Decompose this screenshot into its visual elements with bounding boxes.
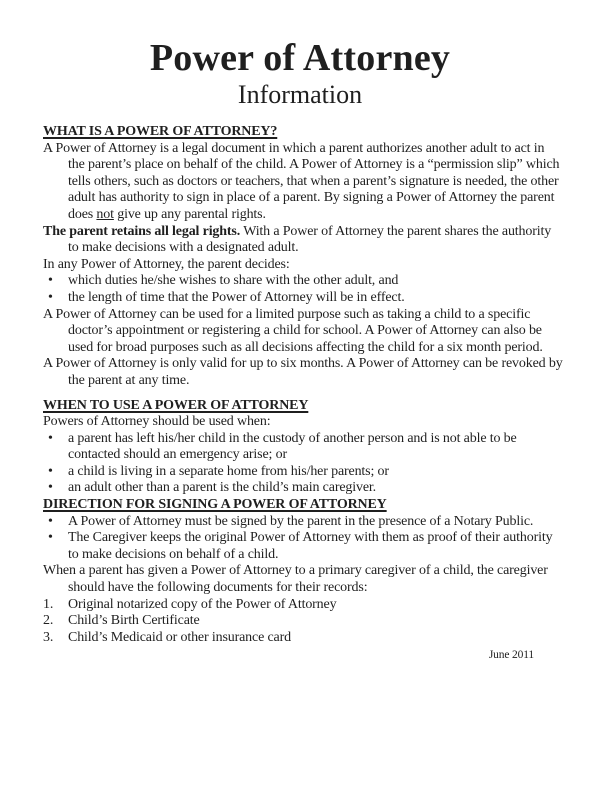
direction-bullet-1-text: A Power of Attorney must be signed by the parent in the presence of a Notary Public. [68, 513, 534, 529]
bullet-icon: • [48, 463, 53, 479]
retains-rights-lead: The parent retains all legal rights. [43, 223, 241, 239]
bullet-icon: • [48, 289, 53, 305]
decides-bullet-1-text: which duties he/she wishes to share with the other adult, and [68, 273, 399, 289]
parent-decides-intro: In any Power of Attorney, the parent decides: [43, 256, 290, 272]
definition-text-after: give up any parental rights. [113, 206, 266, 222]
direction-bullet-item-2 [43, 530, 564, 563]
document-list-item-3 [43, 630, 564, 647]
heading-what-is-a-power-of-attorney: WHAT IS A POWER OF ATTORNEY? [43, 124, 278, 139]
number-marker-1: 1. [43, 596, 54, 612]
document-list-1-text: Original notarized copy of the Power of Attorney [68, 596, 337, 612]
bullet-icon: • [48, 480, 53, 496]
retains-rights-rest: With a Power of Attorney the parent shares the authority to make decisions with a designated adult. [68, 223, 552, 256]
document-list-item-2 [43, 613, 564, 630]
paragraph-definition [43, 141, 564, 224]
paragraph-retains-rights [43, 224, 564, 257]
when-bullet-2-text: a child is living in a separate home from his/her parents; or [68, 463, 389, 479]
bullet-icon: • [48, 430, 53, 446]
paragraph-validity: A Power of Attorney is only valid for up to six months. A Power of Attorney can be revoked by the parent at any time. [43, 356, 563, 388]
when-bullet-item-2 [43, 464, 564, 481]
when-to-use-intro: Powers of Attorney should be used when: [43, 414, 271, 430]
heading-direction-for-signing: DIRECTION FOR SIGNING A POWER OF ATTORNEY [43, 497, 387, 513]
bullet-icon: • [48, 530, 53, 546]
paragraph-limited-purpose: A Power of Attorney can be used for a limited purpose such as taking a child to a specific doctor’s appointment or registering a child for school. A Power of Attorney can also be used for broad purposes such as all decisions affecting the child for a six month period. [43, 306, 543, 355]
paragraph-caregiver-documents: When a parent has given a Power of Attorney to a primary caregiver of a child, the caregiver should have the following documents for their records: [43, 563, 548, 596]
decides-bullet-2-text: the length of time that the Power of Attorney will be in effect. [68, 289, 405, 305]
bullet-icon: • [48, 513, 53, 529]
definition-underlined-word: not [96, 206, 114, 222]
heading-when-to-use: WHEN TO USE A POWER OF ATTORNEY [43, 397, 309, 413]
document-subtitle: Information [237, 80, 363, 109]
document-body [0, 110, 600, 662]
decides-bullet-item-1 [43, 273, 564, 290]
document-list-3-text: Child’s Medicaid or other insurance card [68, 629, 291, 645]
when-bullet-3-text: an adult other than a parent is the child’s main caregiver. [68, 480, 376, 496]
document-list-2-text: Child’s Birth Certificate [68, 613, 200, 629]
number-marker-3: 3. [43, 629, 54, 645]
direction-bullet-2-text: The Caregiver keeps the original Power of Attorney with them as proof of their authority to make decisions on behalf of a child. [68, 530, 553, 562]
number-marker-2: 2. [43, 613, 54, 629]
decides-bullet-item-2 [43, 290, 564, 307]
bullet-icon: • [48, 273, 53, 289]
when-bullet-1-text: a parent has left his/her child in the custody of another person and is not able to be contacted should an emergency arise; or [68, 430, 517, 463]
when-bullet-item-3 [43, 480, 564, 497]
direction-bullet-item-1 [43, 514, 564, 531]
document-date-stamp: June 2011 [488, 649, 534, 662]
document-title: Power of Attorney [149, 37, 451, 79]
document-list-item-1 [43, 597, 564, 614]
definition-text-before: A Power of Attorney is a legal document in which a parent authorizes another adult to act in the parent’s place on behalf of the child. A Power of Attorney is a “permission slip” which tells others, such as doctors or teachers, that when a parent’s signature is needed, the other adult has authority to sign in place of a parent. By signing a Power of Attorney the parent does [43, 140, 560, 222]
when-bullet-item-1 [43, 431, 564, 464]
